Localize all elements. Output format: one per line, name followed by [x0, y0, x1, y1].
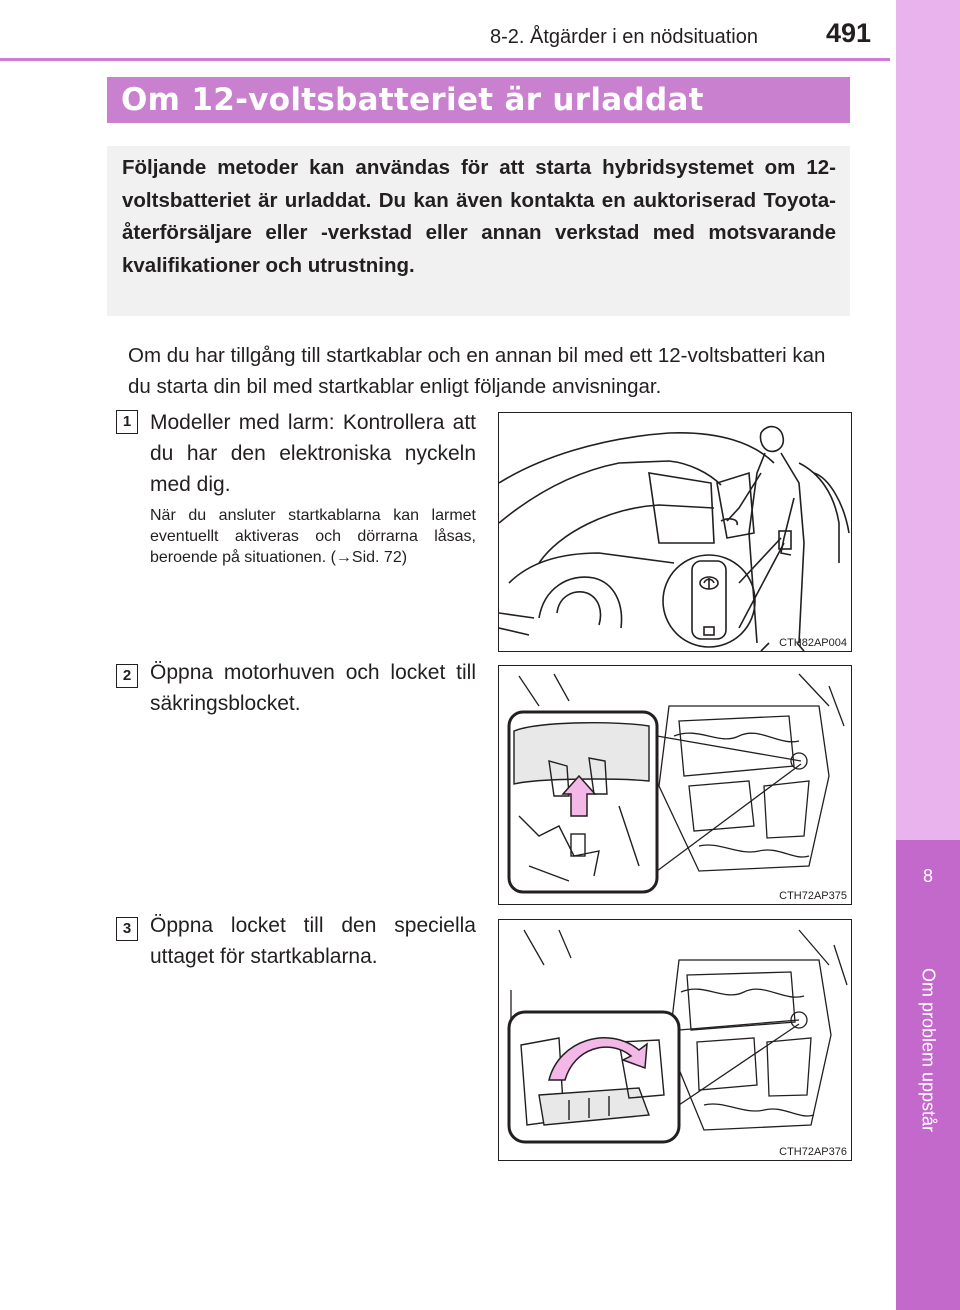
figure-electronic-key: [498, 412, 852, 652]
lead-paragraph: Om du har tillgång till startkablar och en annan bil med ett 12-voltsbatteri kan du starta din bil med startkablar enligt följande anvisningar.: [128, 344, 826, 398]
engine-bay-fuse-box-illustration: [499, 666, 851, 904]
page-title: Om 12-voltsbatteriet är urladdat: [121, 82, 704, 118]
engine-bay-terminal-illustration: [499, 920, 851, 1160]
figure-code-1: CTH82AP004: [779, 637, 847, 649]
intro-text: Följande metoder kan användas för att starta hybridsystemet om 12-voltsbatteriet är urladdat. Du kan även kontakta en auktoriserad Toyota-återförsäljare eller -verkstad eller annan verkstad med motsvarande kvalifikationer och utrustning.: [122, 156, 836, 277]
section-heading: 8-2. Åtgärder i en nödsituation: [490, 26, 758, 48]
title-bar: [107, 77, 850, 123]
header-divider: [0, 58, 890, 61]
chapter-number: 8: [922, 866, 933, 886]
step-number-1: 1: [116, 410, 138, 434]
step-1-text: Modeller med larm: Kontrollera att du har den elektroniska nyckeln med dig.: [150, 411, 476, 496]
figure-code-3: CTH72AP376: [779, 1146, 847, 1158]
step-2-text: Öppna motorhuven och locket till säkringsblocket.: [150, 661, 476, 715]
chapter-label: Om problem uppstår: [918, 967, 939, 1133]
figure-fuse-box: [498, 665, 852, 905]
page-number: 491: [826, 18, 872, 48]
intro-box: [107, 146, 850, 316]
step-1-note: När du ansluter startkablarna kan larmet eventuellt aktiveras och dörrarna låsas, beroende på situationen. (→Sid. 72): [150, 507, 476, 566]
step-3-text: Öppna locket till den speciella uttaget för startkablarna.: [150, 914, 476, 968]
car-and-key-illustration: [499, 413, 851, 651]
step-number-2: 2: [116, 664, 138, 688]
figure-jump-start-terminal: [498, 919, 852, 1161]
figure-code-2: CTH72AP375: [779, 890, 847, 902]
step-number-3: 3: [116, 917, 138, 941]
